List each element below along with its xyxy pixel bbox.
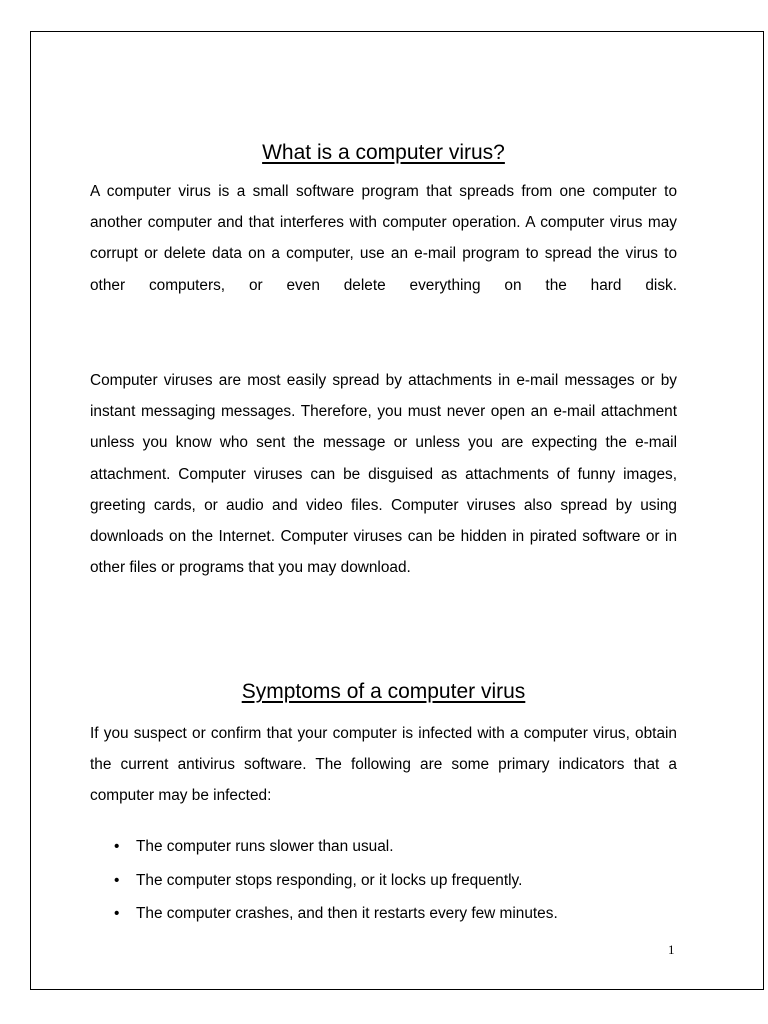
list-item <box>90 864 677 898</box>
list-item-text: The computer runs slower than usual. <box>136 838 394 855</box>
section-heading-what-is-virus: What is a computer virus? <box>262 141 505 164</box>
page-number: 1 <box>668 942 675 957</box>
paragraph-spread: Computer viruses are most easily spread by attachments in e-mail messages or by instant messaging messages. Therefore, you must never open an e-mail attachment unless you know who sent the message or unless you are expecting the e-mail attachment. Computer viruses can be disguised as attachments of funny images, greeting cards, or audio and video files. Computer viruses also spread by using downloads on the Internet. Computer viruses can be hidden in pirated software or in other files or programs that you may download. <box>90 372 677 577</box>
bullet-icon: • <box>114 905 120 922</box>
list-item <box>90 897 677 931</box>
section-heading-symptoms: Symptoms of a computer virus <box>241 680 526 703</box>
symptoms-list <box>90 830 677 931</box>
list-item-text: The computer crashes, and then it restarts every few minutes. <box>136 905 558 922</box>
list-item-text: The computer stops responding, or it locks up frequently. <box>136 871 523 889</box>
bullet-icon: • <box>114 838 120 855</box>
list-item <box>90 830 677 864</box>
bullet-icon: • <box>114 871 120 889</box>
paragraph-definition: A computer virus is a small software program that spreads from one computer to another computer and that interferes with computer operation. A computer virus may corrupt or delete data on a computer, use an e-mail program to spread the virus to other computers, or even delete everything on the hard disk. <box>90 183 677 294</box>
paragraph-symptoms-intro: If you suspect or confirm that your computer is infected with a computer virus, obtain the current antivirus software. The following are some primary indicators that a computer may be infected: <box>90 725 677 805</box>
